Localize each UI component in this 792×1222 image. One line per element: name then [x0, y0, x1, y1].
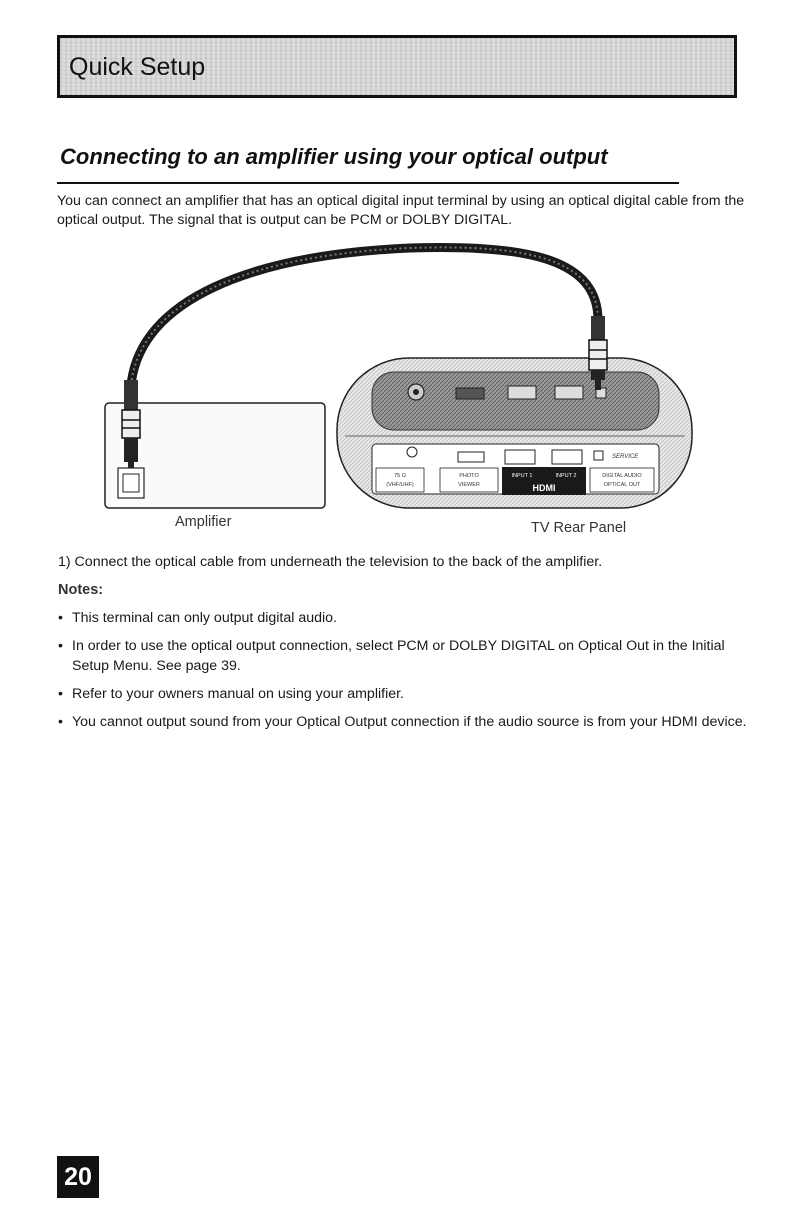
note-text: You cannot output sound from your Optical Output connection if the audio source is from your HDMI device.: [72, 714, 747, 730]
service-label: SERVICE: [612, 454, 639, 460]
tv-caption: TV Rear Panel: [531, 520, 627, 536]
photo-label: PHOTO: [459, 473, 479, 479]
title-underline: [57, 182, 679, 184]
connection-diagram: [100, 240, 700, 540]
viewer-label: VIEWER: [458, 482, 480, 488]
bullet-icon: •: [58, 686, 63, 702]
note-text: Refer to your owners manual on using your amplifier.: [72, 686, 404, 702]
input2-label: INPUT 2: [555, 473, 577, 479]
notes-heading: Notes:: [58, 582, 104, 598]
note-text: This terminal can only output digital audio.: [72, 610, 337, 626]
note-item: [58, 608, 748, 628]
note-item: [58, 636, 748, 676]
bullet-icon: •: [58, 714, 63, 730]
section-title: Connecting to an amplifier using your optical output: [60, 144, 608, 169]
section-banner: [57, 35, 737, 98]
tv-plug: [589, 316, 607, 390]
bullet-icon: •: [58, 638, 63, 654]
page-number: 20: [57, 1156, 99, 1198]
note-item: [58, 684, 748, 704]
step-1: 1) Connect the optical cable from underneath the television to the back of the amplifier.: [58, 554, 603, 570]
banner-title: Quick Setup: [69, 53, 206, 81]
hdmi-logo: HDMI: [532, 483, 556, 493]
tv-rear-panel: [337, 358, 692, 508]
amplifier-caption: Amplifier: [175, 514, 232, 530]
optical-out-label: OPTICAL OUT: [603, 482, 641, 488]
digital-audio-label: DIGITAL AUDIO: [602, 473, 642, 479]
input1-label: INPUT 1: [511, 473, 533, 479]
note-text: In order to use the optical output connection, select PCM or DOLBY DIGITAL on Optical Out in the Initial Setup Menu. See page 39.: [72, 638, 725, 674]
amplifier-plug: [122, 380, 140, 468]
antenna-band-label: (VHF/UHF): [386, 482, 414, 488]
note-item: [58, 712, 748, 732]
antenna-label: 75 Ω: [394, 473, 406, 479]
intro-paragraph: You can connect an amplifier that has an optical digital input terminal by using an optical digital cable from the optical output. The signal that is output can be PCM or DOLBY DIGITAL.: [57, 193, 745, 228]
bullet-icon: •: [58, 610, 63, 626]
